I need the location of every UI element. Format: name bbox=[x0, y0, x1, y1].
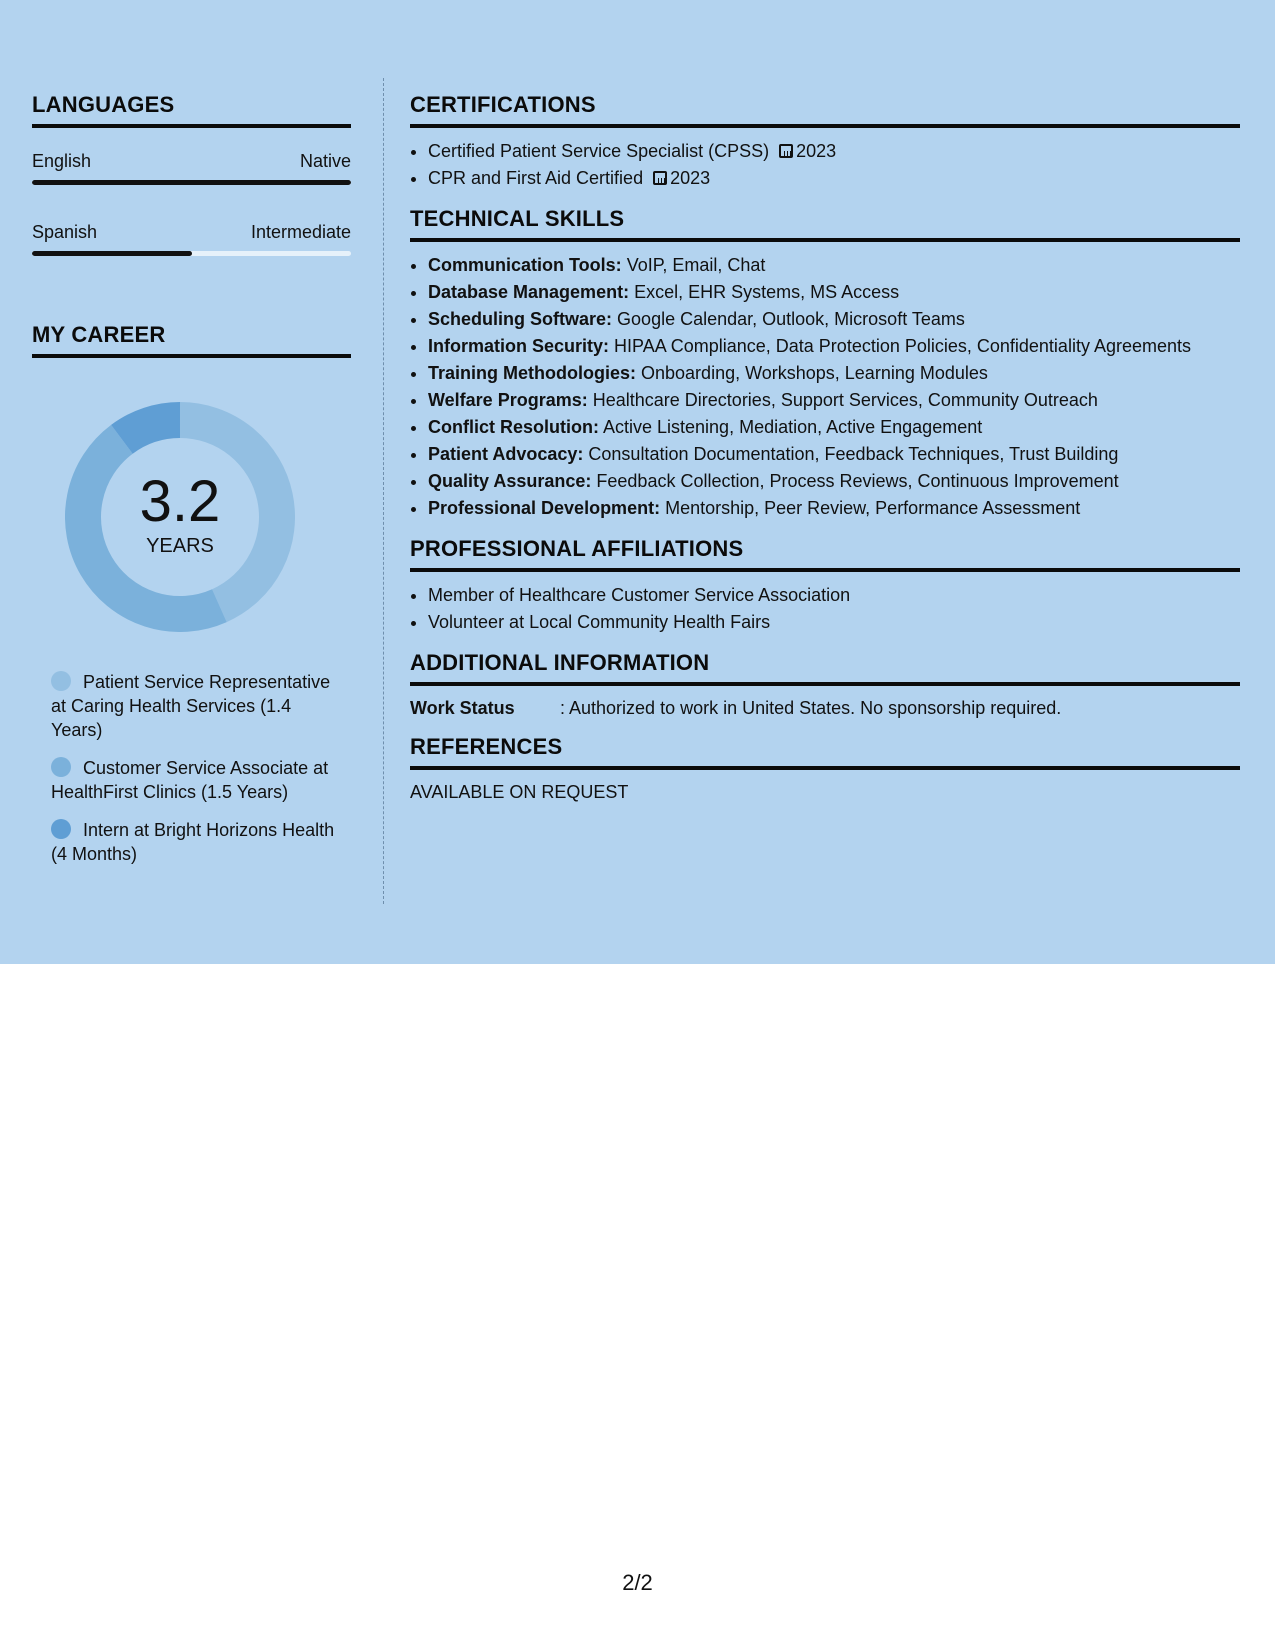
languages-title: LANGUAGES bbox=[32, 92, 351, 128]
skill-value: Google Calendar, Outlook, Microsoft Teams bbox=[617, 309, 965, 329]
work-status-value: : Authorized to work in United States. No sponsorship required. bbox=[560, 698, 1062, 718]
legend-dot-icon bbox=[51, 671, 71, 691]
language-name: English bbox=[32, 151, 92, 171]
skill-item bbox=[428, 387, 1240, 414]
legend-item bbox=[51, 756, 341, 804]
column-divider bbox=[383, 78, 384, 904]
certifications-section bbox=[410, 92, 1240, 192]
skill-item bbox=[428, 468, 1240, 495]
skill-item bbox=[428, 279, 1240, 306]
language-name: Spanish bbox=[32, 222, 98, 242]
skill-label: Patient Advocacy: bbox=[428, 444, 584, 464]
affiliations-section bbox=[410, 536, 1240, 636]
affiliation-item: • Member of Healthcare Customer Service Association bbox=[428, 582, 1240, 609]
certification-item bbox=[428, 138, 1240, 165]
skill-value: Consultation Documentation, Feedback Techniques, Trust Building bbox=[588, 444, 1119, 464]
right-column bbox=[410, 92, 1240, 803]
language-item bbox=[32, 221, 351, 256]
additional-info-title: ADDITIONAL INFORMATION bbox=[410, 650, 1240, 686]
language-proficiency-bar bbox=[32, 251, 351, 256]
skill-label: Professional Development: bbox=[428, 498, 661, 518]
skill-label: Communication Tools: bbox=[428, 255, 622, 275]
calendar-icon bbox=[653, 171, 667, 185]
career-donut-chart bbox=[65, 402, 295, 632]
language-item bbox=[32, 150, 351, 185]
career-title: MY CAREER bbox=[32, 322, 351, 358]
certification-name: Certified Patient Service Specialist (CPSS) bbox=[428, 141, 770, 161]
certification-name: CPR and First Aid Certified bbox=[428, 168, 644, 188]
skill-item bbox=[428, 306, 1240, 333]
legend-dot-icon bbox=[51, 819, 71, 839]
skill-item bbox=[428, 441, 1240, 468]
skill-value: Healthcare Directories, Support Services, Community Outreach bbox=[592, 390, 1098, 410]
technical-skills-section bbox=[410, 206, 1240, 522]
skill-label: Information Security: bbox=[428, 336, 610, 356]
affiliation-item: • Volunteer at Local Community Health Fairs bbox=[428, 609, 1240, 636]
skill-value: Excel, EHR Systems, MS Access bbox=[634, 282, 900, 302]
language-level: Native bbox=[299, 151, 351, 171]
skill-label: Training Methodologies: bbox=[428, 363, 636, 383]
work-status-row bbox=[410, 696, 1240, 720]
language-proficiency-fill bbox=[32, 180, 351, 185]
certifications-title: CERTIFICATIONS bbox=[410, 92, 1240, 128]
legend-dot-icon bbox=[51, 757, 71, 777]
skill-value: Onboarding, Workshops, Learning Modules bbox=[641, 363, 988, 383]
skill-label: Database Management: bbox=[428, 282, 630, 302]
additional-info-section bbox=[410, 650, 1240, 720]
left-column bbox=[32, 92, 351, 880]
skill-value: VoIP, Email, Chat bbox=[626, 255, 766, 275]
page-number: 2/2 bbox=[622, 1570, 653, 1595]
legend-label: Intern at Bright Horizons Health (4 Months) bbox=[51, 820, 335, 864]
legend-item bbox=[51, 670, 341, 742]
language-proficiency-fill bbox=[32, 251, 192, 256]
calendar-icon bbox=[779, 144, 793, 158]
skill-item bbox=[428, 252, 1240, 279]
skill-label: Conflict Resolution: bbox=[428, 417, 599, 437]
skill-label: Quality Assurance: bbox=[428, 471, 592, 491]
legend-label: Patient Service Representative at Caring Health Services (1.4 Years) bbox=[51, 672, 331, 740]
career-total-value: 3.2 bbox=[139, 468, 221, 534]
references-title: REFERENCES bbox=[410, 734, 1240, 770]
references-section bbox=[410, 734, 1240, 803]
skill-item bbox=[428, 360, 1240, 387]
work-status-label: Work Status bbox=[410, 698, 515, 718]
certification-item bbox=[428, 165, 1240, 192]
affiliations-title: PROFESSIONAL AFFILIATIONS bbox=[410, 536, 1240, 572]
affiliations-list bbox=[410, 582, 1240, 636]
skill-item bbox=[428, 495, 1240, 522]
skill-label: Scheduling Software: bbox=[428, 309, 613, 329]
skill-value: HIPAA Compliance, Data Protection Policies, Confidentiality Agreements bbox=[614, 336, 1191, 356]
technical-skills-list bbox=[410, 252, 1240, 522]
skill-value: Mentorship, Peer Review, Performance Assessment bbox=[665, 498, 1081, 518]
certification-year: 2023 bbox=[796, 141, 837, 161]
certification-year: 2023 bbox=[670, 168, 711, 188]
skill-label: Welfare Programs: bbox=[428, 390, 588, 410]
skill-item bbox=[428, 414, 1240, 441]
skill-value: Active Listening, Mediation, Active Engagement bbox=[603, 417, 983, 437]
legend-label: Customer Service Associate at HealthFirst Clinics (1.5 Years) bbox=[51, 758, 329, 802]
career-legend bbox=[51, 670, 341, 866]
donut-center bbox=[65, 402, 295, 632]
career-total-unit: YEARS bbox=[146, 534, 214, 557]
legend-item bbox=[51, 818, 341, 866]
language-proficiency-bar bbox=[32, 180, 351, 185]
certifications-list bbox=[410, 138, 1240, 192]
skill-value: Feedback Collection, Process Reviews, Continuous Improvement bbox=[596, 471, 1119, 491]
language-level: Intermediate bbox=[250, 222, 351, 242]
technical-skills-title: TECHNICAL SKILLS bbox=[410, 206, 1240, 242]
skill-item bbox=[428, 333, 1240, 360]
references-text: AVAILABLE ON REQUEST bbox=[410, 782, 629, 802]
